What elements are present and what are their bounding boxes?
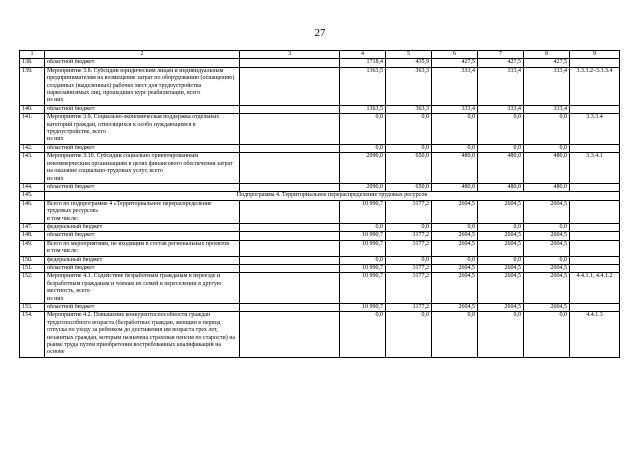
value-cell: 427,5 bbox=[524, 59, 570, 67]
empty-cell bbox=[240, 59, 340, 67]
value-cell: 363,3 bbox=[386, 105, 432, 113]
empty-cell bbox=[240, 264, 340, 272]
row-number: 152. bbox=[20, 273, 45, 304]
value-cell: 480,0 bbox=[524, 183, 570, 191]
value-cell: 0,0 bbox=[340, 223, 386, 231]
row-number: 139. bbox=[20, 67, 45, 105]
value-cell: 0,0 bbox=[432, 312, 478, 357]
value-cell: 2604,5 bbox=[524, 264, 570, 272]
table-row bbox=[20, 144, 620, 152]
value-cell: 1718,4 bbox=[340, 59, 386, 67]
value-cell: 2604,5 bbox=[524, 200, 570, 223]
value-cell: 0,0 bbox=[386, 114, 432, 145]
indicator-code: 4.4.1.3 bbox=[570, 312, 620, 357]
header-cell: 4 bbox=[340, 51, 386, 59]
value-cell: 2604,5 bbox=[524, 304, 570, 312]
value-cell: 650,0 bbox=[386, 153, 432, 184]
empty-cell bbox=[240, 105, 340, 113]
value-cell: 0,0 bbox=[524, 256, 570, 264]
value-cell: 3177,2 bbox=[386, 200, 432, 223]
value-cell: 10 990,7 bbox=[340, 240, 386, 256]
row-description: федеральный бюджет bbox=[45, 256, 240, 264]
header-cell: 1 bbox=[20, 51, 45, 59]
value-cell: 1363,5 bbox=[340, 67, 386, 105]
indicator-code bbox=[570, 223, 620, 231]
row-description: Мероприятие 3.9. Социально-экономическая поддержка отдельных категорий граждан, относящихся к особо нуждающимся в трудоустройстве, всего из них bbox=[45, 114, 240, 145]
indicator-code bbox=[570, 240, 620, 256]
value-cell: 2604,5 bbox=[478, 232, 524, 240]
value-cell: 2604,5 bbox=[524, 232, 570, 240]
value-cell: 480,0 bbox=[478, 183, 524, 191]
table-row bbox=[20, 256, 620, 264]
row-description: Всего по мероприятиям, не входящим в состав региональных проектов в том числе: bbox=[45, 240, 240, 256]
value-cell: 2604,5 bbox=[478, 264, 524, 272]
row-description: Мероприятие 3.10. Субсидии социально ориентированным некоммерческим организациям в целях финансового обеспечения затрат на оказание социально-трудовых услуг, всего из них bbox=[45, 153, 240, 184]
value-cell: 650,0 bbox=[386, 183, 432, 191]
row-description: Мероприятие 4.2. Повышение конкурентоспособности граждан трудоспособного возраста (безработных граждан, женщин в период отпуска по уходу за ребенком до достижения им возраста трех лет, незанятых граждан, которым назначена страховая пенсия по старости) на рынке труда путем приобретения востребованных квалификаций на основе bbox=[45, 312, 240, 357]
indicator-code: 3.3.4.1 bbox=[570, 153, 620, 184]
header-cell: 2 bbox=[45, 51, 240, 59]
empty-cell bbox=[240, 144, 340, 152]
row-number: 151. bbox=[20, 264, 45, 272]
empty-cell bbox=[240, 232, 340, 240]
value-cell: 2604,5 bbox=[432, 200, 478, 223]
value-cell: 2604,5 bbox=[432, 232, 478, 240]
row-description: областной бюджет bbox=[45, 144, 240, 152]
value-cell: 0,0 bbox=[432, 223, 478, 231]
table-row bbox=[20, 59, 620, 67]
table-row bbox=[20, 240, 620, 256]
value-cell: 0,0 bbox=[478, 312, 524, 357]
header-cell: 7 bbox=[478, 51, 524, 59]
value-cell: 2090,0 bbox=[340, 183, 386, 191]
indicator-code: 3.3.3.2–3.3.3.4 bbox=[570, 67, 620, 105]
row-description: областной бюджет bbox=[45, 264, 240, 272]
value-cell: 0,0 bbox=[386, 144, 432, 152]
value-cell: 0,0 bbox=[524, 144, 570, 152]
indicator-code bbox=[570, 144, 620, 152]
row-number: 138. bbox=[20, 59, 45, 67]
indicator-code bbox=[570, 256, 620, 264]
header-cell: 8 bbox=[524, 51, 570, 59]
empty-cell bbox=[240, 183, 340, 191]
value-cell: 480,0 bbox=[524, 153, 570, 184]
table-row bbox=[20, 264, 620, 272]
value-cell: 427,5 bbox=[432, 59, 478, 67]
value-cell: 3177,2 bbox=[386, 232, 432, 240]
empty-cell bbox=[240, 304, 340, 312]
row-description: областной бюджет bbox=[45, 105, 240, 113]
header-cell: 9 bbox=[570, 51, 620, 59]
value-cell: 435,9 bbox=[386, 59, 432, 67]
value-cell: 427,5 bbox=[478, 59, 524, 67]
indicator-code bbox=[570, 232, 620, 240]
indicator-code bbox=[570, 304, 620, 312]
row-number: 154. bbox=[20, 312, 45, 357]
subprogram-title: Подпрограмма 4. Территориальное перераспределение трудовых ресурсов bbox=[45, 192, 620, 200]
value-cell: 3177,2 bbox=[386, 264, 432, 272]
value-cell: 0,0 bbox=[432, 256, 478, 264]
row-number: 150. bbox=[20, 256, 45, 264]
row-number: 143. bbox=[20, 153, 45, 184]
row-description: областной бюджет bbox=[45, 59, 240, 67]
value-cell: 2604,5 bbox=[432, 273, 478, 304]
value-cell: 2604,5 bbox=[524, 240, 570, 256]
table-row bbox=[20, 153, 620, 184]
value-cell: 0,0 bbox=[340, 144, 386, 152]
header-cell: 5 bbox=[386, 51, 432, 59]
row-description: Мероприятие 4.1. Содействие безработным гражданам в переезде и безработным гражданам и членам их семей в переселении в другую местность, всего из них bbox=[45, 273, 240, 304]
empty-cell bbox=[240, 256, 340, 264]
empty-cell bbox=[240, 273, 340, 304]
row-number: 149. bbox=[20, 240, 45, 256]
empty-cell bbox=[240, 240, 340, 256]
table-row bbox=[20, 304, 620, 312]
value-cell: 2604,5 bbox=[432, 304, 478, 312]
table-row bbox=[20, 192, 620, 200]
table-row bbox=[20, 223, 620, 231]
value-cell: 1363,5 bbox=[340, 105, 386, 113]
value-cell: 0,0 bbox=[524, 114, 570, 145]
value-cell: 0,0 bbox=[432, 144, 478, 152]
value-cell: 10 990,7 bbox=[340, 273, 386, 304]
value-cell: 2604,5 bbox=[478, 273, 524, 304]
value-cell: 2604,5 bbox=[524, 273, 570, 304]
value-cell: 10 990,7 bbox=[340, 264, 386, 272]
row-description: областной бюджет bbox=[45, 232, 240, 240]
value-cell: 0,0 bbox=[478, 223, 524, 231]
row-description: федеральный бюджет bbox=[45, 223, 240, 231]
indicator-code: 4.4.1.1, 4.4.1.2 bbox=[570, 273, 620, 304]
budget-table bbox=[19, 50, 620, 358]
table-row bbox=[20, 200, 620, 223]
indicator-code bbox=[570, 183, 620, 191]
empty-cell bbox=[240, 153, 340, 184]
value-cell: 0,0 bbox=[386, 312, 432, 357]
page-number: 27 bbox=[314, 27, 326, 39]
row-number: 147. bbox=[20, 223, 45, 231]
row-number: 141. bbox=[20, 114, 45, 145]
value-cell: 333,4 bbox=[478, 105, 524, 113]
value-cell: 363,3 bbox=[386, 67, 432, 105]
value-cell: 0,0 bbox=[340, 114, 386, 145]
value-cell: 3177,2 bbox=[386, 273, 432, 304]
value-cell: 480,0 bbox=[432, 153, 478, 184]
table-header-row bbox=[20, 51, 620, 59]
value-cell: 10 990,7 bbox=[340, 232, 386, 240]
value-cell: 333,4 bbox=[432, 67, 478, 105]
value-cell: 10 990,7 bbox=[340, 200, 386, 223]
row-number: 148. bbox=[20, 232, 45, 240]
value-cell: 2604,5 bbox=[478, 240, 524, 256]
value-cell: 2604,5 bbox=[432, 264, 478, 272]
value-cell: 333,4 bbox=[524, 67, 570, 105]
row-description: Всего по подпрограмме 4 «Территориальное перераспределение трудовых ресурсов» в том числе: bbox=[45, 200, 240, 223]
table-row bbox=[20, 114, 620, 145]
value-cell: 0,0 bbox=[524, 312, 570, 357]
value-cell: 0,0 bbox=[340, 256, 386, 264]
indicator-code: 3.3.3.4 bbox=[570, 114, 620, 145]
table-row bbox=[20, 183, 620, 191]
row-number: 145. bbox=[20, 192, 45, 200]
value-cell: 10 990,7 bbox=[340, 304, 386, 312]
table-row bbox=[20, 67, 620, 105]
value-cell: 333,4 bbox=[524, 105, 570, 113]
indicator-code bbox=[570, 59, 620, 67]
table-row bbox=[20, 273, 620, 304]
value-cell: 480,0 bbox=[478, 153, 524, 184]
row-number: 146. bbox=[20, 200, 45, 223]
value-cell: 3177,2 bbox=[386, 304, 432, 312]
value-cell: 2604,5 bbox=[478, 200, 524, 223]
value-cell: 333,4 bbox=[478, 67, 524, 105]
value-cell: 0,0 bbox=[386, 223, 432, 231]
indicator-code bbox=[570, 105, 620, 113]
value-cell: 3177,2 bbox=[386, 240, 432, 256]
row-description: областной бюджет bbox=[45, 183, 240, 191]
indicator-code bbox=[570, 200, 620, 223]
row-number: 142. bbox=[20, 144, 45, 152]
table-row bbox=[20, 232, 620, 240]
empty-cell bbox=[240, 312, 340, 357]
header-cell: 3 bbox=[240, 51, 340, 59]
value-cell: 0,0 bbox=[478, 256, 524, 264]
value-cell: 2090,0 bbox=[340, 153, 386, 184]
value-cell: 480,0 bbox=[432, 183, 478, 191]
value-cell: 0,0 bbox=[386, 256, 432, 264]
value-cell: 0,0 bbox=[524, 223, 570, 231]
row-number: 140. bbox=[20, 105, 45, 113]
table-row bbox=[20, 312, 620, 357]
indicator-code bbox=[570, 264, 620, 272]
value-cell: 0,0 bbox=[478, 144, 524, 152]
value-cell: 333,4 bbox=[432, 105, 478, 113]
row-number: 144. bbox=[20, 183, 45, 191]
row-description: Мероприятие 3.8. Субсидии юридическим лицам и индивидуальным предпринимателям на возмещение затрат по оборудованию (оснащению) созданных (выделенных) рабочих мест для трудоустройства наркозависимых лиц, прошедших курс реабилитации, всего из них bbox=[45, 67, 240, 105]
table-row bbox=[20, 105, 620, 113]
value-cell: 2604,5 bbox=[432, 240, 478, 256]
value-cell: 0,0 bbox=[340, 312, 386, 357]
value-cell: 2604,5 bbox=[478, 304, 524, 312]
empty-cell bbox=[240, 114, 340, 145]
empty-cell bbox=[240, 200, 340, 223]
header-cell: 6 bbox=[432, 51, 478, 59]
row-number: 153. bbox=[20, 304, 45, 312]
value-cell: 0,0 bbox=[478, 114, 524, 145]
value-cell: 0,0 bbox=[432, 114, 478, 145]
empty-cell bbox=[240, 67, 340, 105]
empty-cell bbox=[240, 223, 340, 231]
row-description: областной бюджет bbox=[45, 304, 240, 312]
